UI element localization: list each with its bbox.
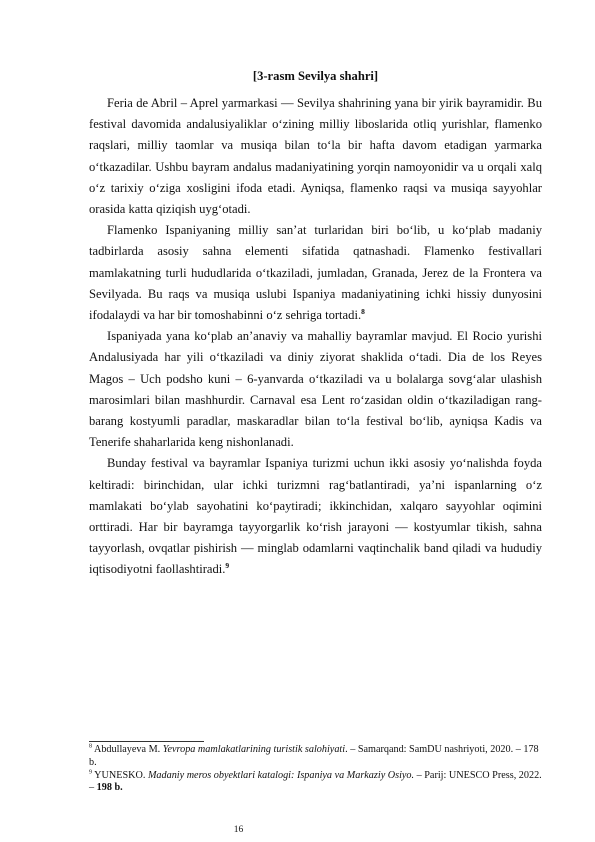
footnote-author: YUNESKO. (92, 769, 148, 781)
figure-caption: [3-rasm Sevilya shahri] (252, 69, 379, 83)
footnote-title: Madaniy meros obyektlari katalogi: Ispaniya va Markaziy Osiyo. (147, 769, 415, 781)
footnote-publication: – Parij: UNESCO Press, 2022. – (89, 769, 542, 794)
paragraph-text: Bunday festival va bayramlar Ispaniya turizmi uchun ikki asosiy yo‘nalishda foyda keltiradi: birinchidan, ular ichki turizmni rag‘batlantiradi, ya’ni ispanlarning o‘z mamlakati bo‘ylab sayohatini ko‘paytiradi; ikkinchidan, xalqaro sayyohlar oqimini orttiradi. Har bir bayramga tayyorgarlik ko‘rish jarayoni — kostyumlar tikish, sahna tayyorlash, ovqatlar pishirish — minglab odamlarni vaqtinchalik band qiladi va hududiy iqtisodiyotni faollashtiradi. (89, 456, 542, 577)
paragraph-text: Flamenko Ispaniyaning milliy san’at turlaridan biri bo‘lib, u ko‘plab madaniy tadbirlarda asosiy sahna elementi sifatida qatnashadi. Flamenko festivallari mamlakatning turli hududlarida o‘tkaziladi, jumladan, Granada, Jerez de la Frontera va Sevilyada. Bu raqs va musiqa uslubi Ispaniya madaniyatining ichki hissiy dunyosini ifodalaydi va har bir tomoshabinni o‘z sehriga tortadi. (89, 223, 542, 323)
document-body (89, 68, 542, 581)
paragraph-bayramlar (89, 326, 542, 453)
footnote-publication: . – Samarqand: SamDU nashriyoti, 2020. – 178 b. (89, 744, 539, 768)
footnote-divider (89, 741, 204, 742)
footnote-number: 9 (89, 769, 92, 776)
footnote-ref-9[interactable]: 9 (225, 561, 230, 571)
footnote-ref-8[interactable]: 8 (361, 306, 365, 316)
paragraph-text: Ispaniyada yana ko‘plab an’anaviy va mahalliy bayramlar mavjud. El Rocio yurishi Andalusiyada har yili o‘tkaziladi va diniy ziyorat shaklida o‘tadi. Dia de los Reyes Magos – Uch podsho kuni – 6-yanvarda o‘tkaziladi va u bolalarga sovg‘alar ulashish marosimlari bilan mashhurdir. Carnaval esa Lent ro‘zasidan oldin o‘tkaziladigan rang-barang kostyumli paradlar, maskaradlar bilan to‘la festival bo‘lib, ayniqsa Kadis va Tenerife shaharlarida keng nishonlanadi. (89, 329, 542, 450)
footnote-number: 8 (89, 743, 92, 750)
footnote-9 (89, 770, 542, 796)
footnote-author: Abdullayeva M. (92, 744, 163, 755)
footnotes (89, 744, 542, 795)
page-number-container (0, 825, 595, 835)
paragraph-flamenko (89, 220, 542, 326)
page-number: 16 (233, 825, 244, 835)
footnote-8 (89, 744, 542, 770)
footnote-title: Yevropa mamlakatlarining turistik salohiyati (162, 744, 346, 755)
paragraph-turizm (89, 453, 542, 580)
paragraph-feria (89, 93, 542, 220)
footnote-pages: 198 b. (96, 782, 123, 794)
paragraph-text: Feria de Abril – Aprel yarmarkasi — Sevilya shahrining yana bir yirik bayramidir. Bu festival davomida andalusiyaliklar o‘zining milliy liboslarida otliq yurishlar, flamenko raqslari, milliy taomlar va musiqa bilan to‘la bir hafta davom etadigan yarmarka o‘tkazadilar. Ushbu bayram andalus madaniyatining yorqin namoyonidir va u orqali xalq o‘z tarixiy o‘ziga xosligini ifoda etadi. Ayniqsa, flamenko raqsi va musiqa sayyohlar orasida katta qiziqish uyg‘otadi. (89, 96, 542, 217)
